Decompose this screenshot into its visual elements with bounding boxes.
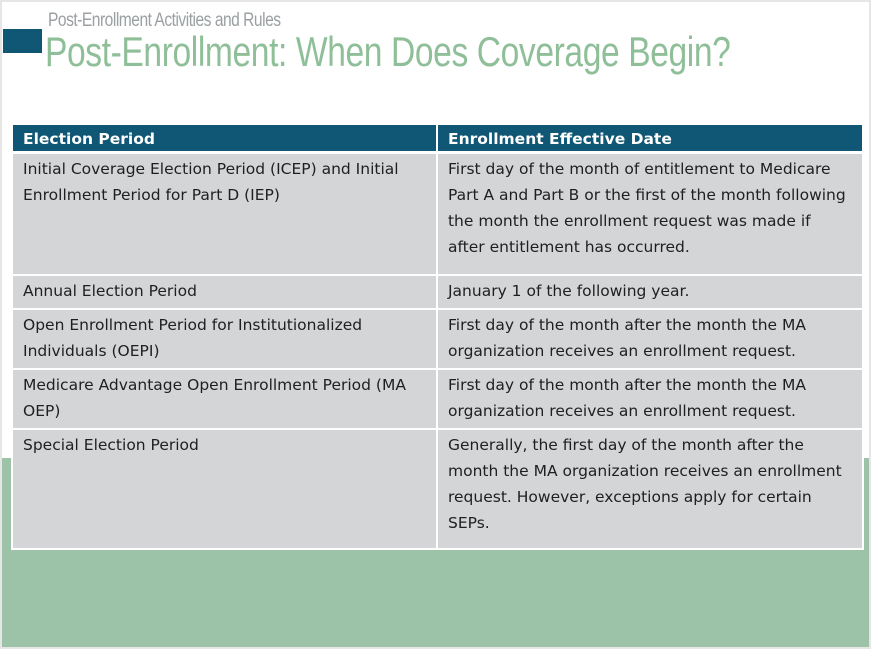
table-row: [12, 429, 863, 549]
effective-date-cell: January 1 of the following year.: [437, 275, 863, 309]
effective-date-cell: First day of the month after the month the MA organization receives an enrollment request.: [437, 309, 863, 369]
page-title: Post-Enrollment: When Does Coverage Begin?: [45, 28, 731, 75]
effective-date-cell: Generally, the first day of the month after the month the MA organization receives an enrollment request. However, exceptions apply for certain SEPs.: [437, 429, 863, 549]
table-row: [12, 275, 863, 309]
election-period-table: [11, 123, 864, 550]
election-period-cell: Medicare Advantage Open Enrollment Period (MA OEP): [12, 369, 437, 429]
effective-date-cell: First day of the month after the month the MA organization receives an enrollment request.: [437, 369, 863, 429]
election-period-cell: Annual Election Period: [12, 275, 437, 309]
table-row: [12, 309, 863, 369]
table-row: [12, 369, 863, 429]
election-period-cell: Special Election Period: [12, 429, 437, 549]
section-subtitle: Post-Enrollment Activities and Rules: [48, 10, 281, 31]
column-header-election-period: Election Period: [12, 124, 437, 153]
table-row: [12, 153, 863, 275]
effective-date-cell: First day of the month of entitlement to Medicare Part A and Part B or the first of the month following the month the enrollment request was made if after entitlement has occurred.: [437, 153, 863, 275]
election-period-cell: Initial Coverage Election Period (ICEP) and Initial Enrollment Period for Part D (IEP): [12, 153, 437, 275]
title-accent-bar: [3, 29, 42, 53]
election-period-cell: Open Enrollment Period for Institutionalized Individuals (OEPI): [12, 309, 437, 369]
table-header-row: [12, 124, 863, 153]
column-header-effective-date: Enrollment Effective Date: [437, 124, 863, 153]
